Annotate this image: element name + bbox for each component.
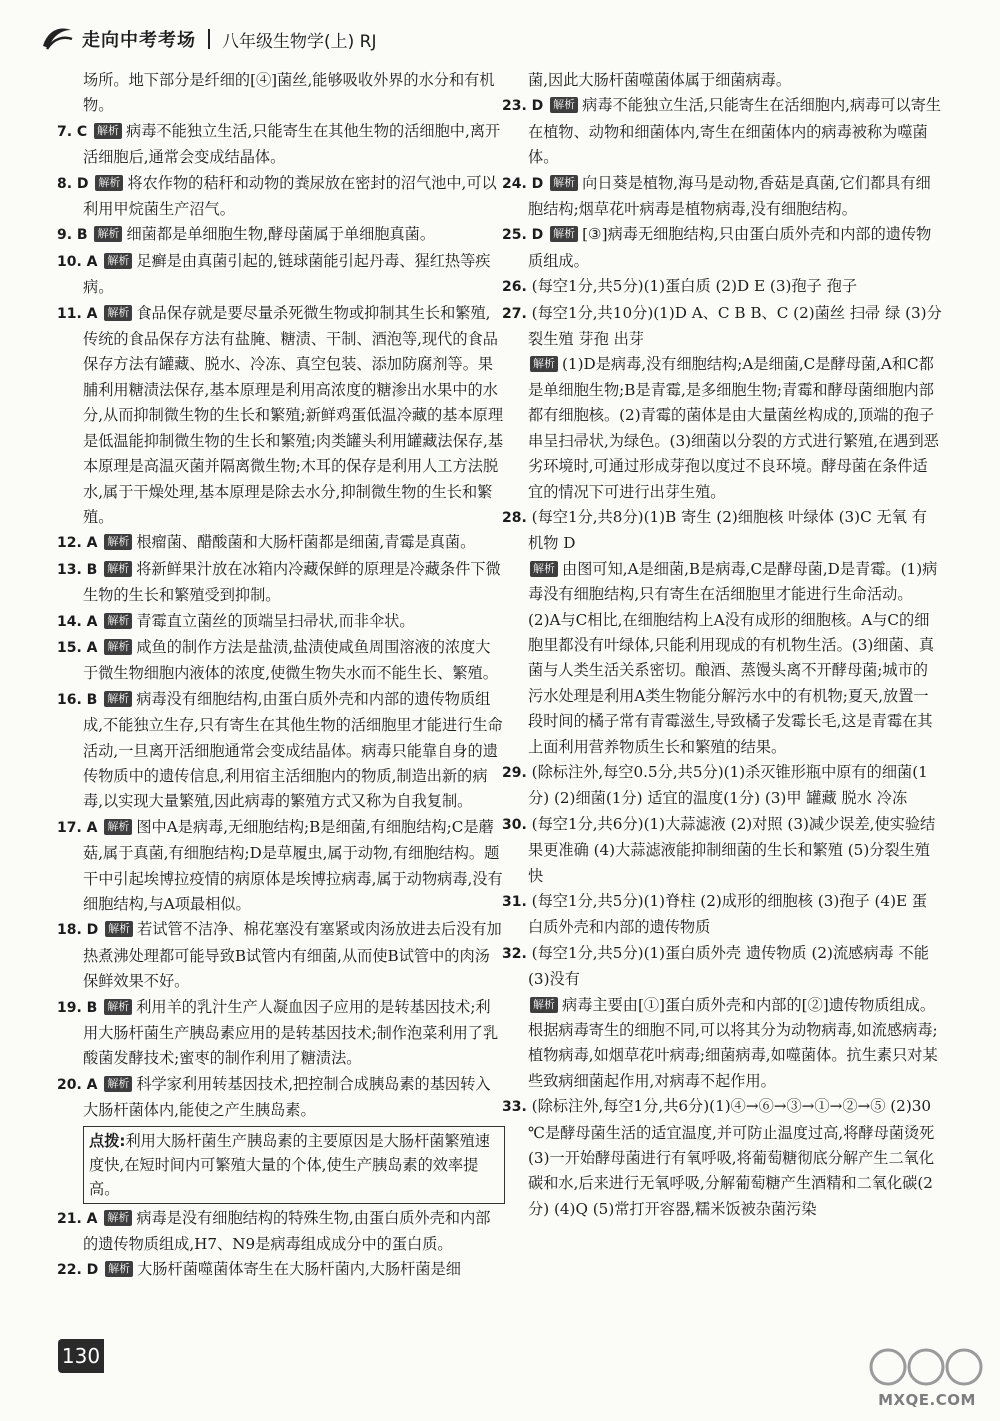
answer-number: 28. bbox=[502, 509, 527, 526]
answer-text: 将农作物的秸秆和动物的粪尿放在密封的沼气池中,可以利用甲烷菌生产沼气。 bbox=[83, 173, 497, 219]
analysis-tag: 解析 bbox=[550, 97, 578, 113]
answer-text: (除标注外,每空0.5分,共5分)(1)杀灭锥形瓶中原有的细菌(1分) (2)细菌(1分) 适宜的温度(1分) (3)甲 罐藏 脱水 冷冻 bbox=[528, 762, 928, 808]
analysis-tag: 解析 bbox=[530, 997, 558, 1013]
answer-text: 由图可知,A是细菌,B是病毒,C是酵母菌,D是青霉。(1)病毒没有细胞结构,只有寄生在活细胞里才能进行生命活动。(2)A与C相比,在细胞结构上A没有成形的细胞核。A与C的细胞里都没有叶绿体,只能利用现成的有机物生活。(3)细菌、真菌与人类生活关系密切。酿酒、蒸馒头离不开酵母菌;城市的污水处理是利用A类生物能分解污水中的有机物;夏天,放置一段时间的橘子常有青霉滋生,导致橘子发霉长毛,这是青霉在其上面利用营养物质生长和繁殖的结果。 bbox=[528, 559, 938, 756]
analysis-tag: 解析 bbox=[104, 561, 132, 577]
answer-number: 12. A bbox=[57, 535, 98, 552]
answer-text: (1)D是病毒,没有细胞结构;A是细菌,C是酵母菌,A和C都是单细胞生物;B是青霉,是多细胞生物;青霉和酵母菌细胞内部都有细胞核。(2)青霉的菌体是由大量菌丝构成的,顶端的孢子串呈扫帚状,为绿色。(3)细菌以分裂的方式进行繁殖,在遇到恶劣环境时,可通过形成芽孢以度过不良环境。酵母菌在条件适宜的情况下可进行出芽生殖。 bbox=[528, 355, 939, 501]
answer-number: 27. bbox=[502, 305, 527, 322]
answer-item bbox=[502, 171, 942, 223]
answer-number: 22. D bbox=[57, 1262, 99, 1279]
answer-text: 向日葵是植物,海马是动物,香菇是真菌,它们都具有细胞结构;烟草花叶病毒是植物病毒,没有细胞结构。 bbox=[528, 173, 931, 219]
answer-text: 病毒不能独立生活,只能寄生在其他生物的活细胞中,离开活细胞后,通常会变成结晶体。 bbox=[83, 121, 501, 167]
answer-text: 将新鲜果汁放在冰箱内冷藏保鲜的原理是冷藏条件下微生物的生长和繁殖受到抑制。 bbox=[83, 559, 501, 605]
answer-item bbox=[57, 1257, 505, 1283]
answer-number: 14. A bbox=[57, 613, 98, 630]
answer-text: 食品保存就是要尽量杀死微生物或抑制其生长和繁殖,传统的食品保存方法有盐腌、糖渍、干制、酒泡等,现代的食品保存方法有罐藏、脱水、冷冻、真空包装、添加防腐剂等。果脯利用糖渍法保存,基本原理是利用高浓度的糖渗出水果中的水分,从而抑制微生物的生长和繁殖;新鲜鸡蛋低温冷藏的基本原理是低温能抑制微生物的生长和繁殖;肉类罐头利用罐藏法保存,基本原理是高温灭菌并隔离微生物;木耳的保存是利用人工方法脱水,属于干燥处理,基本原理是除去水分,抑制微生物的生长和繁殖。 bbox=[83, 303, 504, 526]
answer-number: 29. bbox=[502, 764, 527, 781]
answer-text: 若试管不洁净、棉花塞没有塞紧或肉汤放进去后没有加热煮沸处理都可能导致B试管内有细菌,从而使B试管中的肉汤保鲜效果不好。 bbox=[83, 920, 502, 991]
answer-item bbox=[57, 917, 505, 994]
left-continuation: 场所。地下部分是纤细的[④]菌丝,能够吸收外界的水分和有机物。 bbox=[83, 71, 495, 115]
answer-text: 图中A是病毒,无细胞结构;B是细菌,有细胞结构;C是蘑菇,属于真菌,有细胞结构;D是草履虫,属于动物,有细胞结构。题干中引起埃博拉疫情的病原体是埃博拉病毒,属于动物病毒,没有细胞结构,与A项最相似。 bbox=[83, 817, 503, 913]
analysis-tag: 解析 bbox=[104, 639, 132, 655]
analysis-tag: 解析 bbox=[550, 226, 578, 242]
answer-text: 科学家利用转基因技术,把控制合成胰岛素的基因转入大肠杆菌体内,能使之产生胰岛素。 bbox=[83, 1074, 491, 1120]
answer-item bbox=[57, 687, 505, 815]
analysis-tag: 解析 bbox=[104, 534, 132, 550]
analysis-tag: 解析 bbox=[104, 305, 132, 321]
answer-text: 细菌都是单细胞生物,酵母菌属于单细胞真菌。 bbox=[126, 225, 436, 244]
answer-number: 25. D bbox=[502, 227, 544, 244]
analysis-tag: 解析 bbox=[94, 226, 122, 242]
analysis-tag: 解析 bbox=[104, 1076, 132, 1092]
answer-text: 病毒是没有细胞结构的特殊生物,由蛋白质外壳和内部的遗传物质组成,H7、N9是病毒组成成分中的蛋白质。 bbox=[83, 1208, 491, 1254]
analysis-tag: 解析 bbox=[95, 175, 123, 191]
left-answer-list bbox=[57, 119, 505, 1124]
answer-number: 15. A bbox=[57, 639, 98, 656]
answer-number: 19. B bbox=[57, 999, 98, 1016]
answer-number: 33. bbox=[502, 1099, 527, 1116]
answer-item bbox=[502, 1094, 942, 1222]
answer-text: 足癣是由真菌引起的,链球菌能引起丹毒、猩红热等疾病。 bbox=[83, 251, 491, 297]
watermark-text: MXQE.COM bbox=[878, 1391, 976, 1409]
answer-number: 8. D bbox=[57, 175, 89, 192]
analysis-tag: 解析 bbox=[104, 691, 132, 707]
answer-item bbox=[502, 760, 942, 812]
answer-text: 根瘤菌、醋酸菌和大肠杆菌都是细菌,青霉是真菌。 bbox=[136, 533, 476, 552]
analysis-tag: 解析 bbox=[105, 921, 133, 937]
header-divider bbox=[208, 29, 210, 49]
answer-item bbox=[57, 119, 505, 171]
analysis-tag: 解析 bbox=[104, 613, 132, 629]
answer-number: 18. D bbox=[57, 922, 99, 939]
answer-item bbox=[502, 941, 942, 993]
answer-item bbox=[57, 222, 505, 248]
book-subtitle: 八年级生物学(上) RJ bbox=[222, 31, 377, 52]
answer-item bbox=[57, 635, 505, 687]
right-column bbox=[502, 68, 942, 1222]
answer-item bbox=[57, 249, 505, 301]
right-answer-list bbox=[502, 93, 942, 1222]
answer-item bbox=[502, 274, 942, 300]
answer-item bbox=[57, 1206, 505, 1258]
answer-text: (每空1分,共8分)(1)B 寄生 (2)细胞核 叶绿体 (3)C 无氧 有机物 D bbox=[528, 507, 927, 553]
answer-item bbox=[57, 995, 505, 1072]
answer-text: 利用羊的乳汁生产人凝血因子应用的是转基因技术;利用大肠杆菌生产胰岛素应用的是转基因技术;制作泡菜利用了乳酸菌发酵技术;蜜枣的制作利用了糖渍法。 bbox=[83, 997, 499, 1068]
answer-item bbox=[57, 815, 505, 918]
answer-item bbox=[57, 609, 505, 635]
tip-label: 点拨: bbox=[89, 1131, 126, 1150]
answer-number: 26. bbox=[502, 279, 527, 296]
tip-box bbox=[83, 1126, 505, 1204]
left-answer-list-continued bbox=[57, 1206, 505, 1284]
answer-item bbox=[502, 352, 942, 504]
analysis-tag: 解析 bbox=[530, 356, 558, 372]
answer-item bbox=[502, 222, 942, 274]
tip-text: 利用大肠杆菌生产胰岛素的主要原因是大肠杆菌繁殖速度快,在短时间内可繁殖大量的个体,使生产胰岛素的效率提高。 bbox=[89, 1131, 490, 1198]
answer-text: (每空1分,共5分)(1)蛋白质外壳 遗传物质 (2)流感病毒 不能 (3)没有 bbox=[528, 943, 929, 989]
book-logo-icon bbox=[40, 24, 74, 54]
answer-number: 11. A bbox=[57, 305, 98, 322]
answer-text: 病毒主要由[①]蛋白质外壳和内部的[②]遗传物质组成。根据病毒寄生的细胞不同,可以将其分为动物病毒,如流感病毒;植物病毒,如烟草花叶病毒;细菌病毒,如噬菌体。抗生素只对某些致病细菌起作用,对病毒不起作用。 bbox=[528, 995, 938, 1090]
answer-item bbox=[57, 530, 505, 556]
analysis-tag: 解析 bbox=[94, 123, 122, 139]
page-number: 130 bbox=[58, 1339, 104, 1373]
answer-item bbox=[502, 505, 942, 557]
answer-text: (每空1分,共5分)(1)脊柱 (2)成形的细胞核 (3)孢子 (4)E 蛋白质外壳和内部的遗传物质 bbox=[528, 892, 928, 937]
answer-item bbox=[57, 557, 505, 609]
answer-item bbox=[502, 889, 942, 941]
answer-number: 24. D bbox=[502, 175, 544, 192]
answer-text: 青霉直立菌丝的顶端呈扫帚状,而非伞状。 bbox=[136, 611, 415, 630]
answer-number: 21. A bbox=[57, 1210, 98, 1227]
answer-text: 病毒不能独立生活,只能寄生在活细胞内,病毒可以寄生在植物、动物和细菌体内,寄生在细菌体内的病毒被称为噬菌体。 bbox=[528, 96, 942, 167]
answer-text: [③]病毒无细胞结构,只由蛋白质外壳和内部的遗传物质组成。 bbox=[528, 225, 932, 270]
answer-text: (每空1分,共6分)(1)大蒜滤液 (2)对照 (3)减少误差,使实验结果更准确 (4)大蒜滤液能抑制细菌的生长和繁殖 (5)分裂生殖 快 bbox=[528, 814, 936, 885]
analysis-tag: 解析 bbox=[104, 999, 132, 1015]
analysis-tag: 解析 bbox=[104, 819, 132, 835]
answer-item bbox=[502, 812, 942, 889]
answer-item bbox=[502, 93, 942, 170]
analysis-tag: 解析 bbox=[550, 175, 578, 191]
answer-text: 大肠杆菌噬菌体寄生在大肠杆菌内,大肠杆菌是细 bbox=[137, 1260, 461, 1279]
answer-item bbox=[502, 993, 942, 1095]
answer-number: 10. A bbox=[57, 253, 98, 270]
answer-text: (每空1分,共5分)(1)蛋白质 (2)D E (3)孢子 孢子 bbox=[531, 277, 858, 296]
analysis-tag: 解析 bbox=[104, 1210, 132, 1226]
answer-number: 23. D bbox=[502, 98, 544, 115]
answer-item bbox=[502, 557, 942, 760]
answer-number: 17. A bbox=[57, 819, 98, 836]
answer-number: 16. B bbox=[57, 691, 98, 708]
answer-item bbox=[502, 301, 942, 353]
answer-item bbox=[57, 1072, 505, 1124]
left-column bbox=[57, 68, 505, 1284]
site-watermark-logo bbox=[868, 1345, 986, 1411]
answer-number: 31. bbox=[502, 894, 527, 910]
analysis-tag: 解析 bbox=[104, 253, 132, 269]
analysis-tag: 解析 bbox=[530, 561, 558, 577]
page-header bbox=[40, 22, 377, 56]
answer-number: 32. bbox=[502, 945, 527, 962]
answer-number: 30. bbox=[502, 816, 527, 833]
answer-number: 7. C bbox=[57, 123, 88, 140]
answer-number: 9. B bbox=[57, 227, 88, 244]
answer-number: 20. A bbox=[57, 1076, 98, 1093]
answer-number: 13. B bbox=[57, 561, 98, 578]
answer-text: (除标注外,每空1分,共6分)(1)④→⑥→③→①→②→⑤ (2)30 ℃是酵母菌生活的适宜温度,并可防止温度过高,将酵母菌烫死 (3)一开始酵母菌进行有氧呼吸,将葡萄糖彻底分解产生二氧化碳和水,后来进行无氧呼吸,分解葡萄糖产生酒精和二氧化碳(2分) (4)Q (5)常打开容器,糯米饭被杂菌污染 bbox=[528, 1097, 935, 1218]
analysis-tag: 解析 bbox=[105, 1261, 133, 1277]
brand-title: 走向中考考场 bbox=[82, 30, 196, 51]
answer-text: 咸鱼的制作方法是盐渍,盐渍使咸鱼周围溶液的浓度大于微生物细胞内液体的浓度,使微生物失水而不能生长、繁殖。 bbox=[83, 637, 498, 683]
answer-item bbox=[57, 171, 505, 223]
answer-item bbox=[57, 301, 505, 531]
answer-text: (每空1分,共10分)(1)D A、C B B、C (2)菌丝 扫帚 绿 (3)分裂生殖 芽孢 出芽 bbox=[528, 303, 942, 349]
right-continuation: 菌,因此大肠杆菌噬菌体属于细菌病毒。 bbox=[528, 71, 792, 89]
answer-text: 病毒没有细胞结构,由蛋白质外壳和内部的遗传物质组成,不能独立生存,只有寄生在其他生物的活细胞里才能进行生命活动,一旦离开活细胞通常会变成结晶体。病毒只能靠自身的遗传物质中的遗传信息,利用宿主活细胞内的物质,制造出新的病毒,以实现大量繁殖,因此病毒的繁殖方式又称为自我复制。 bbox=[83, 689, 503, 811]
